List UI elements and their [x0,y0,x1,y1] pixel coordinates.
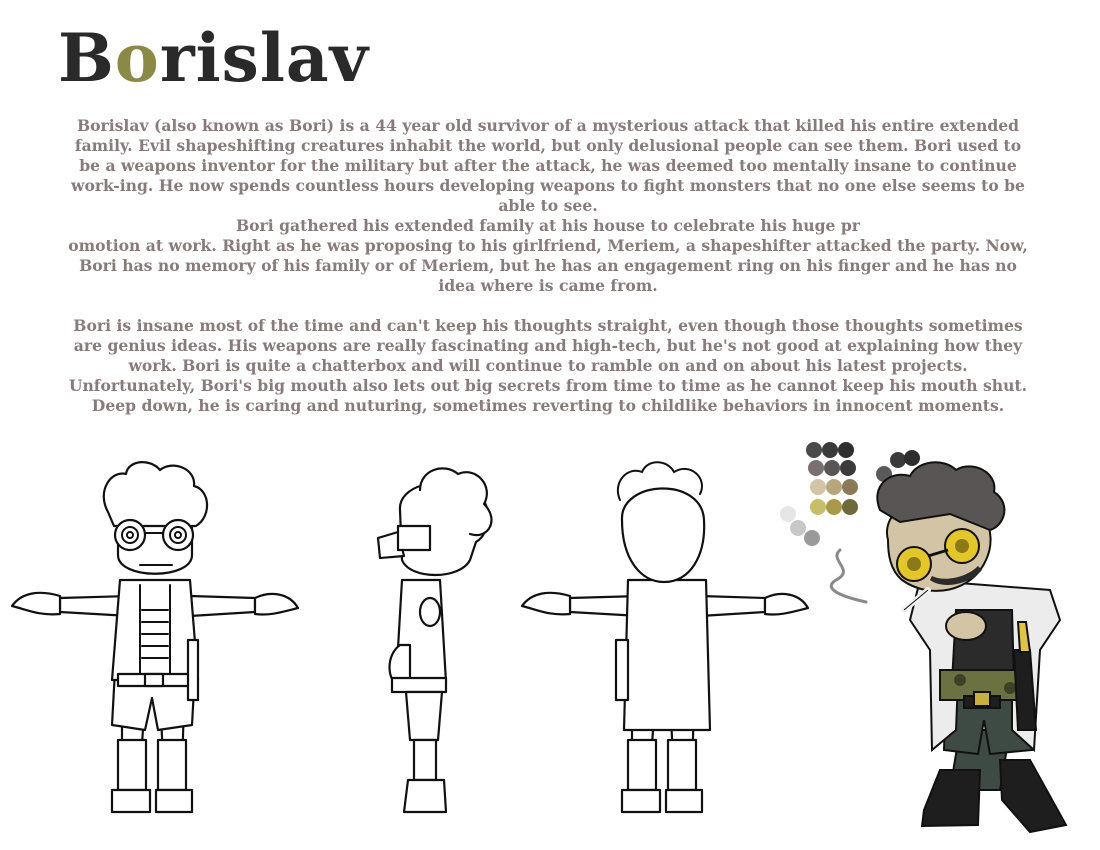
title-start: B [58,19,115,97]
title-end: rislav [159,19,370,97]
side-view-figure [378,468,491,812]
bio-paragraph-3: Bori is insane most of the time and can't keep his thoughts straight, even though those thoughts sometimes are genius ideas. His weapons are really fascinating and high-tech, but he's not good at explaining how they work. Bori is quite a chatterbox and will continue to ramble on and on about his latest projects. Unfortunately, Bori's big mouth also lets out big secrets from time to time as he cannot keep his mouth shut. Deep down, he is caring and nuturing, sometimes reverting to childlike behaviors in innocent moments. [68,316,1028,415]
back-view-figure [522,462,808,812]
front-view-figure [12,462,298,812]
color-view-figure [780,442,1066,832]
bio-paragraph-2a: Bori gathered his extended family at his house to celebrate his huge pr [235,216,861,235]
bio-paragraph-2b: omotion at work. Right as he was proposing to his girlfriend, Meriem, a shapeshifter attacked the party. Now, Bori has no memory of his family or of Meriem, but he has an engagement ring on his finger and he has no idea where is came from. [68,236,1028,295]
bio-paragraph-1: Borislav (also known as Bori) is a 44 year old survivor of a mysterious attack that killed his entire extended family. Evil shapeshifting creatures inhabit the world, but only delusional people can see them. Bori used to be a weapons inventor for the military but after the attack, he was deemed too mentally insane to continue work-ing. He now spends countless hours developing weapons to fight monsters that no one else seems to be able to see. [71,116,1025,215]
title-accent-letter: o [114,19,160,97]
page-title [58,18,369,98]
character-bio [68,116,1028,416]
character-turnaround [0,430,1100,850]
